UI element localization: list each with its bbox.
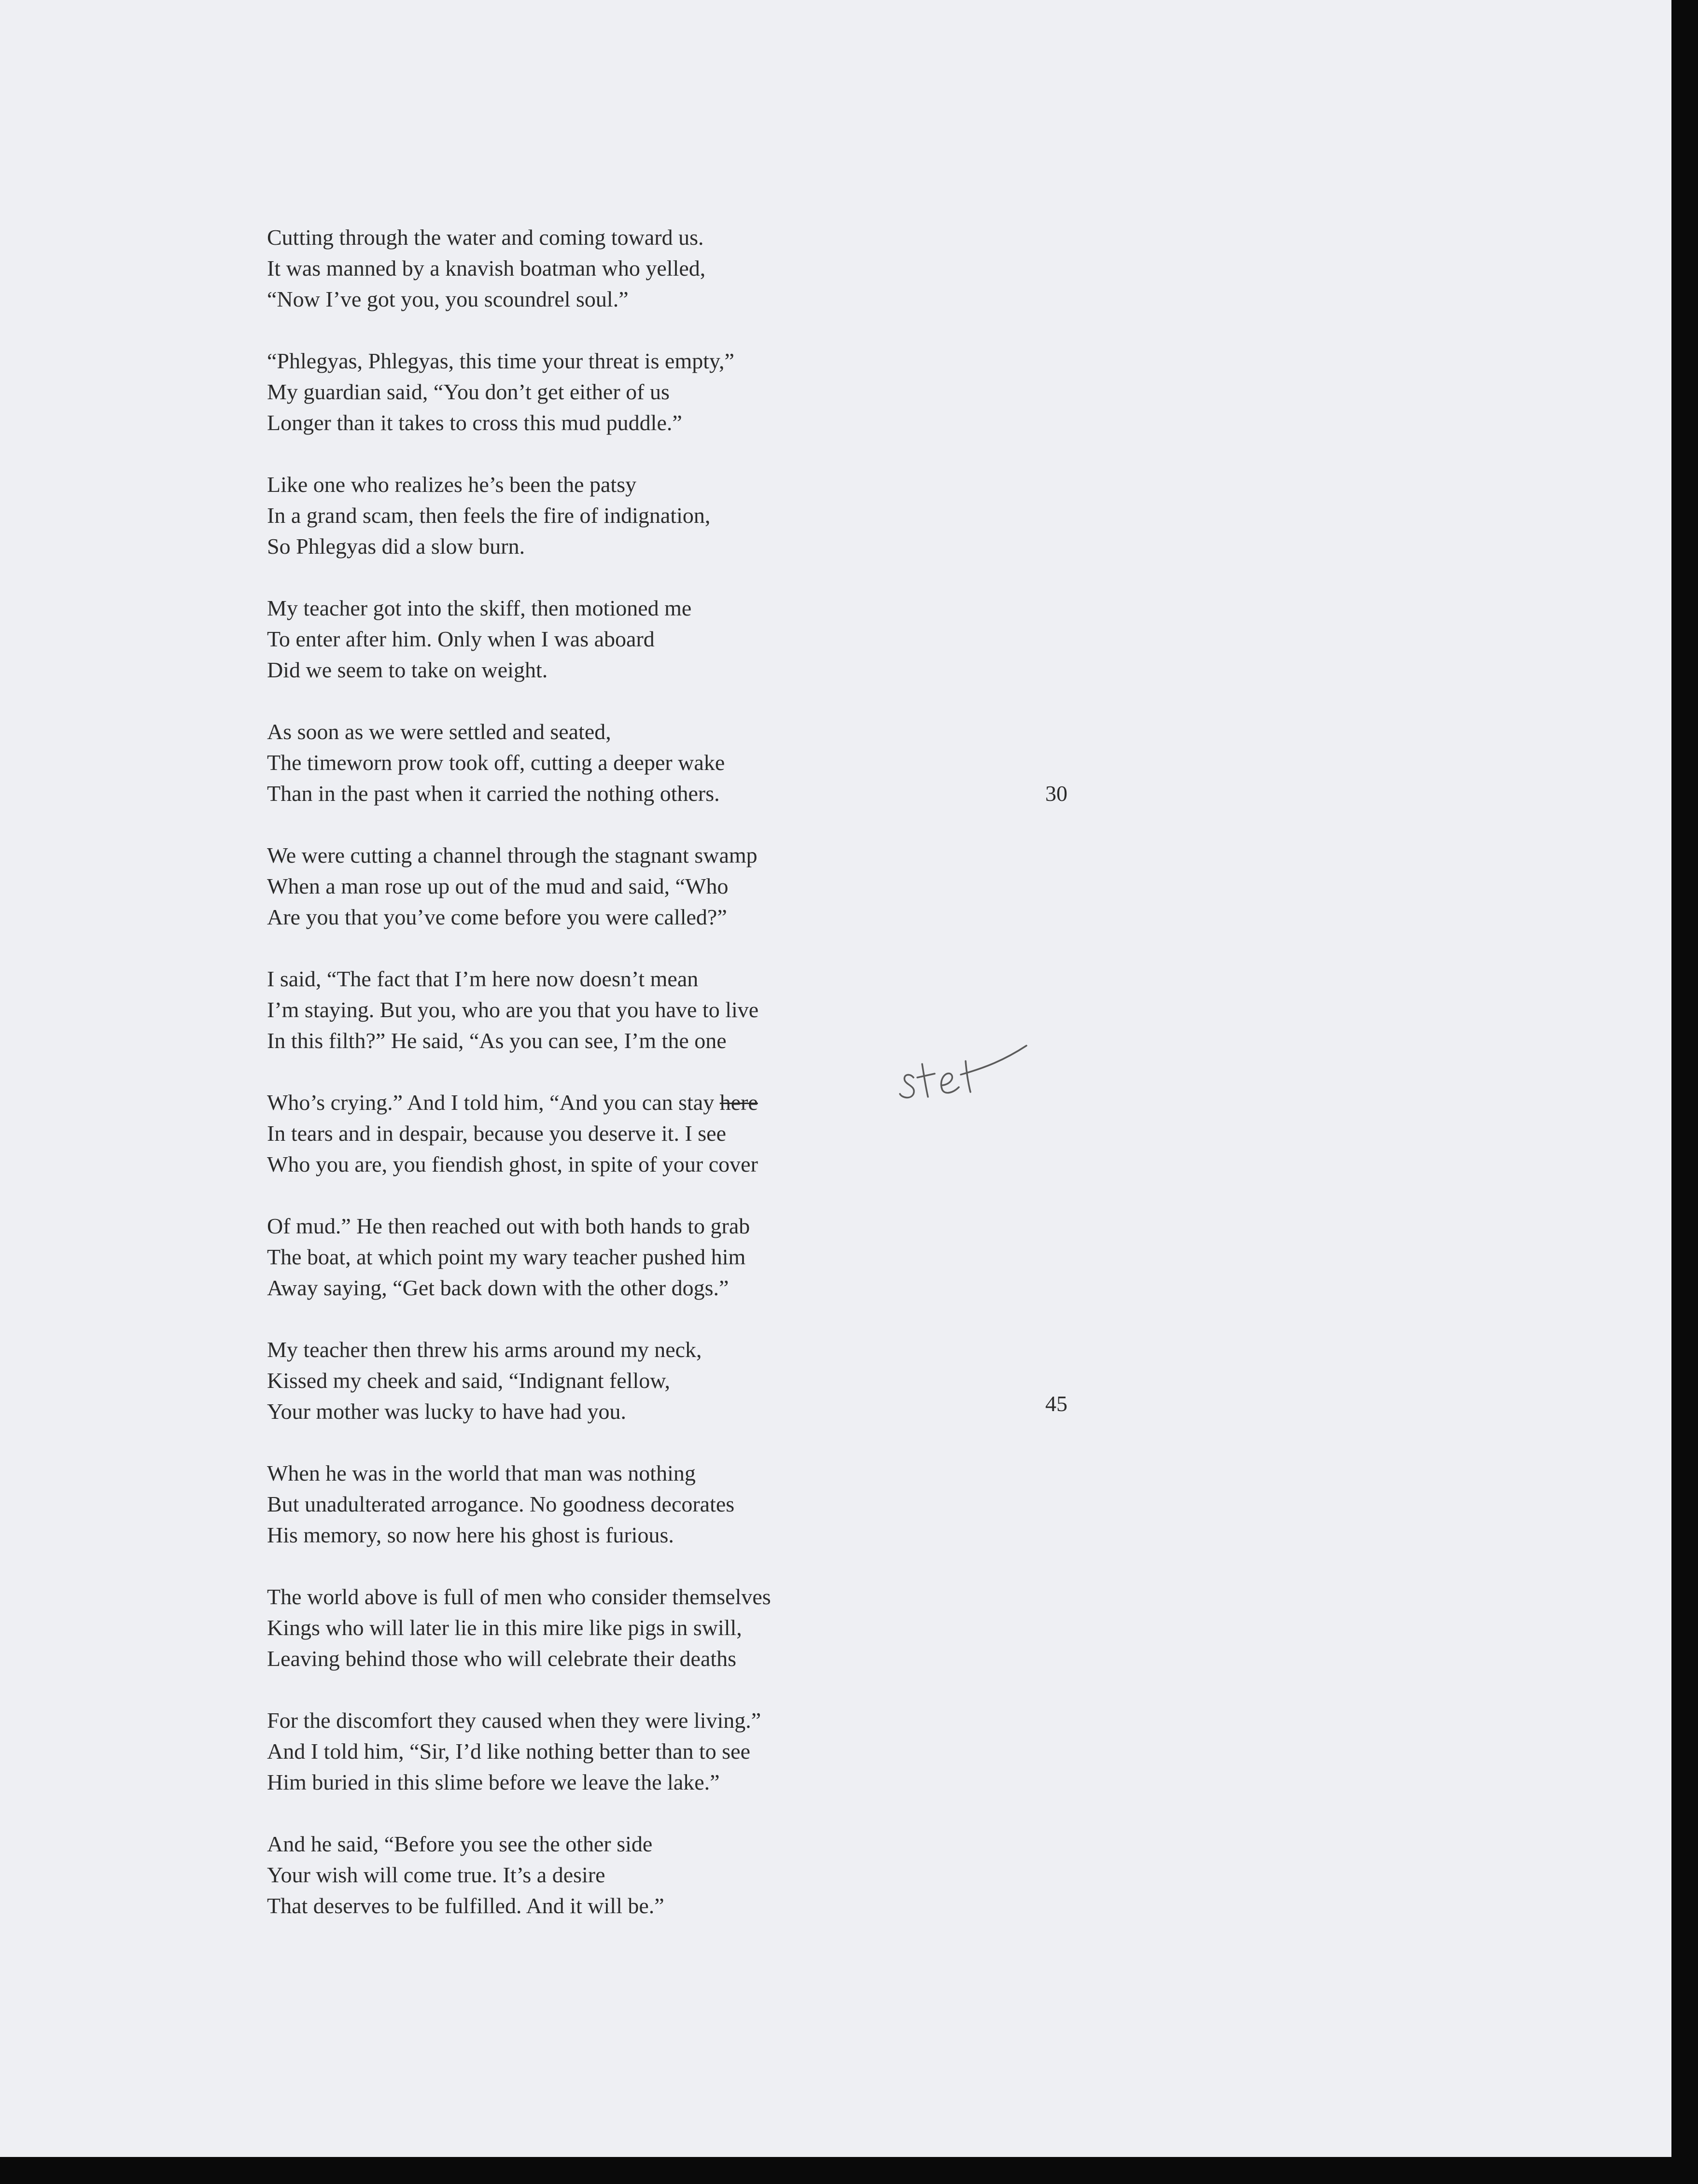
verse-line: Cutting through the water and coming toward us. — [267, 225, 704, 250]
stanza-6 — [267, 840, 1184, 933]
verse-line: As soon as we were settled and seated, — [267, 719, 611, 744]
verse-line: And he said, “Before you see the other side — [267, 1832, 653, 1856]
verse-line: My guardian said, “You don’t get either of us — [267, 379, 670, 404]
struck-word: here — [719, 1090, 758, 1115]
verse-line: I said, “The fact that I’m here now doesn’t mean — [267, 966, 699, 991]
verse-line: So Phlegyas did a slow burn. — [267, 534, 525, 559]
verse-line: Are you that you’ve come before you were called?” — [267, 905, 727, 929]
stanza-11 — [267, 1458, 1184, 1551]
verse-line-text: Who’s crying.” And I told him, “And you can stay — [267, 1090, 715, 1115]
verse-line: My teacher then threw his arms around my neck, — [267, 1337, 702, 1362]
verse-line: Him buried in this slime before we leave the lake.” — [267, 1770, 720, 1794]
stanza-8 — [267, 1087, 1184, 1180]
verse-line: My teacher got into the skiff, then motioned me — [267, 596, 692, 620]
verse-line: Away saying, “Get back down with the other dogs.” — [267, 1275, 729, 1300]
stanza-13 — [267, 1705, 1184, 1798]
verse-line: “Phlegyas, Phlegyas, this time your threat is empty,” — [267, 349, 734, 373]
stanza-3 — [267, 469, 1184, 562]
verse-line: Kissed my cheek and said, “Indignant fellow, — [267, 1368, 671, 1393]
verse-line: I’m staying. But you, who are you that you have to live — [267, 997, 759, 1022]
verse-line: In a grand scam, then feels the fire of indignation, — [267, 503, 711, 528]
verse-line: The boat, at which point my wary teacher pushed him — [267, 1245, 746, 1269]
verse-line: Your mother was lucky to have had you. — [267, 1399, 626, 1424]
verse-line: Leaving behind those who will celebrate their deaths — [267, 1646, 737, 1671]
stanza-7 — [267, 964, 1184, 1056]
verse-line: And I told him, “Sir, I’d like nothing better than to see — [267, 1739, 751, 1764]
verse-line: When he was in the world that man was nothing — [267, 1461, 696, 1485]
verse-line: Kings who will later lie in this mire like pigs in swill, — [267, 1615, 742, 1640]
verse-line: When a man rose up out of the mud and said, “Who — [267, 874, 729, 898]
verse-line: For the discomfort they caused when they were living.” — [267, 1708, 761, 1733]
verse-line: Did we seem to take on weight. — [267, 658, 548, 682]
verse-line: To enter after him. Only when I was aboard — [267, 627, 655, 651]
verse-line: “Now I’ve got you, you scoundrel soul.” — [267, 287, 629, 311]
verse-line: His memory, so now here his ghost is furious. — [267, 1523, 674, 1547]
stanza-12 — [267, 1582, 1184, 1674]
poem-body — [267, 222, 1184, 1952]
stanza-9 — [267, 1211, 1184, 1303]
verse-line: Longer than it takes to cross this mud puddle.” — [267, 410, 682, 435]
verse-line: The world above is full of men who consider themselves — [267, 1584, 771, 1609]
line-number-45: 45 — [1045, 1391, 1067, 1416]
verse-line: Than in the past when it carried the nothing others. — [267, 781, 720, 806]
verse-line: But unadulterated arrogance. No goodness decorates — [267, 1492, 735, 1516]
stanza-14 — [267, 1829, 1184, 1921]
line-number-30: 30 — [1045, 781, 1067, 806]
verse-line: Of mud.” He then reached out with both hands to grab — [267, 1214, 750, 1238]
stanza-2 — [267, 346, 1184, 438]
stanza-4 — [267, 593, 1184, 686]
verse-line: Who you are, you fiendish ghost, in spite of your cover — [267, 1152, 758, 1176]
verse-line: That deserves to be fulfilled. And it will be.” — [267, 1893, 664, 1918]
verse-line: The timeworn prow took off, cutting a deeper wake — [267, 750, 725, 775]
verse-line: In tears and in despair, because you deserve it. I see — [267, 1121, 726, 1146]
verse-line: It was manned by a knavish boatman who yelled, — [267, 256, 706, 280]
verse-line: In this filth?” He said, “As you can see, I’m the one — [267, 1028, 727, 1053]
handwritten-stet-annotation — [888, 1038, 1033, 1115]
verse-line: Like one who realizes he’s been the patsy — [267, 472, 637, 497]
verse-line: We were cutting a channel through the stagnant swamp — [267, 843, 758, 868]
verse-line-with-edit — [267, 1087, 1184, 1118]
stanza-1 — [267, 222, 1184, 315]
verse-line: Your wish will come true. It’s a desire — [267, 1862, 605, 1887]
